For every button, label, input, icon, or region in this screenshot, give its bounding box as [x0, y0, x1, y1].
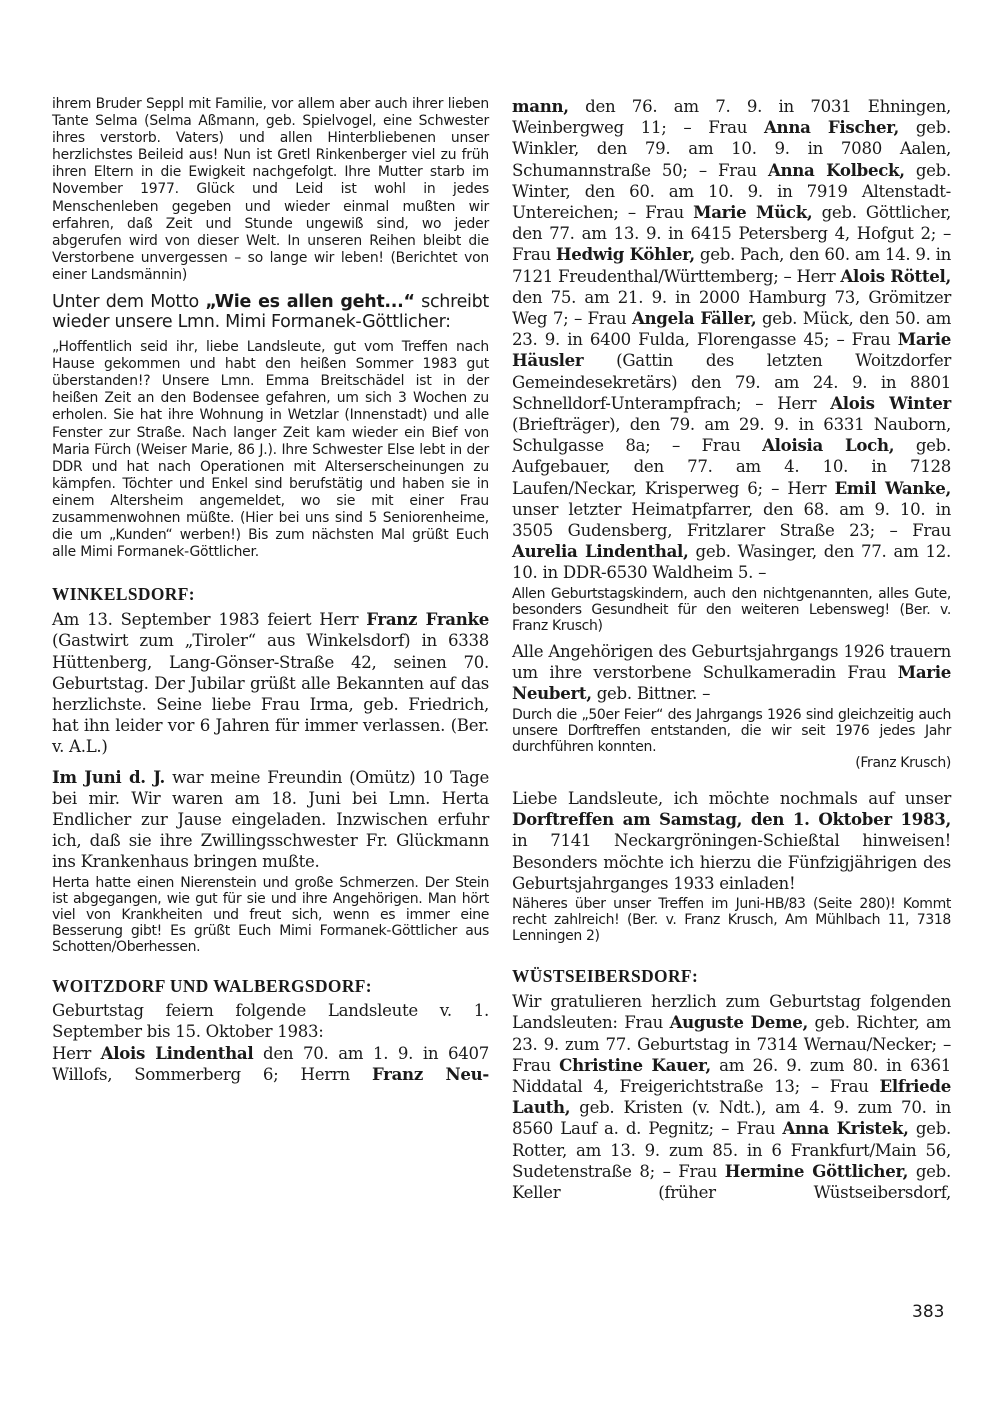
w2-rest: war meine Freundin (Omütz) 10 Tage bei mir. Wir waren am 18. Juni bei Lmn. Herta Endlicher zur Jause eingeladen. Inzwischen erfuhr ich, daß sie ihre Zwillingsschwester Fr. Glückmann ins Krankenhaus bringen mußte. — [52, 767, 489, 872]
wo2-b: den 70. am 1. 9. in 6407 Willofs, Sommerberg 6; Herrn — [52, 1043, 489, 1084]
woitzdorf-intro: Geburtstag feiern folgende Landsleute v. 1. September bis 15. Oktober 1983: — [52, 1001, 489, 1042]
wu-b: geb. Richter, am 23. 9. zum 77. Geburtstag in 7314 Wernau/Necker; – Frau — [512, 1013, 951, 1075]
treffen-a: Liebe Landsleute, ich möchte nochmals auf unser — [512, 788, 951, 808]
wu-e: geb. Rotter, am 13. 9. zum 85. in 6 Frankfurt/Main 56, Sudetenstraße 8; – Frau — [512, 1119, 951, 1181]
treffen-b: in 7141 Neckargröningen-Schießtal hinweisen! Besonders möchte ich hierzu die Fünfzigjährigen des Geburtsjahrganges 1933 einladen! — [512, 831, 951, 893]
wu-a: Wir gratulieren herzlich zum Geburtstag folgenden Landsleuten: Frau — [512, 992, 951, 1033]
heading-woitzdorf: WOITZDORF UND WALBERGSDORF: — [52, 976, 372, 997]
motto-paragraph — [52, 292, 489, 332]
woitzdorf-list-start — [52, 1043, 489, 1085]
n2: Anna Fischer, — [763, 117, 899, 138]
n9: Alois Winter — [830, 392, 951, 413]
t2: geb. Winkler, den 79. am 10. 9. in 7080 Aalen, Schumannstraße 50; – Frau — [512, 118, 951, 180]
n4: Marie Mück, — [693, 202, 813, 223]
wu-n5: Hermine Göttlicher, — [724, 1160, 909, 1181]
right-column — [512, 96, 951, 1203]
treffen-bold: Dorftreffen am Samstag, den 1. Oktober 1983, — [512, 809, 951, 830]
heading-wuestseibersdorf: WÜSTSEIBERSDORF: — [512, 966, 699, 987]
birthday-wishes: Allen Geburtstagskindern, auch den nichtgenannten, alles Gute, besonders Gesundheit für den weiteren Lebensweg! (Ber. v. Franz Krusch) — [512, 585, 951, 634]
mourn-b: geb. Bittner. – — [591, 684, 711, 704]
t7: geb. Mück, den 50. am 23. 9. in 6400 Fulda, Florengasse 45; – Frau — [512, 309, 952, 350]
wu-n4: Anna Kristek, — [782, 1118, 909, 1139]
w1-text-b: (Gastwirt zum „Tiroler“ aus Winkelsdorf) in 6338 Hüttenberg, Lang-Gönser-Straße 42, seinen 70. Geburtstag. Der Jubilar grüßt alle Bekannten auf das herzlichste. Seine liebe Frau Irma, geb. Friedrich, hat ihn leider vor 6 Jahren für immer verlassen. (Ber. v. A.L.) — [52, 631, 489, 757]
t3: geb. Winter, den 60. am 10. 9. in 7919 Altenstadt-Untereichen; – Frau — [512, 160, 951, 223]
t9: (Briefträger), den 79. am 29. 9. in 6331 Nauborn, Schulgasse 8a; – Frau — [512, 415, 951, 456]
wo2-name1: Alois Lindenthal — [100, 1042, 254, 1063]
naeheres-paragraph: Näheres über unser Treffen im Juni-HB/83 (Seite 280)! Kommt recht zahlreich! (Ber. v. Franz Krusch, Am Mühlbach 11, 7318 Lenningen 2) — [512, 895, 951, 945]
n1: mann, — [512, 96, 569, 116]
t6: den 75. am 21. 9. in 2000 Hamburg 73, Grömitzer Weg 7; – Frau — [512, 287, 951, 329]
n3: Anna Kolbeck, — [767, 159, 905, 180]
wu-n2: Christine Kauer, — [559, 1054, 711, 1075]
t1: den 76. am 7. 9. in 7031 Ehningen, Weinbergweg 11; – Frau — [512, 97, 951, 138]
obituary-continuation: ihrem Bruder Seppl mit Familie, vor allem aber auch ihrer lieben Tante Selma (Selma Aßmann, geb. Spielvogel, eine Schwester ihres verstorb. Vaters) und allen Hinterbliebenen unser herzlichstes Beileid aus! Nun ist Gretl Rinkenberger viel zu früh ihren Eltern in die Ewigkeit nachgefolgt. Ihre Mutter starb im November 1977. Glück und Leid ist wohl in jedes Menschenleben gegeben und wieder einmal mußten wir erfahren, daß Zeit und Stunde ungewiß sind, wo jeder abgerufen wird von dieser Welt. In unseren Reihen bleibt die Verstorbene unvergessen – so lange wir leben! (Berichtet von einer Landsmännin) — [52, 96, 489, 283]
t8: (Gattin des letzten Woitzdorfer Gemeindesekretärs) den 79. am 24. 9. in 8801 Schnelldorf-Unterampfrach; – Herr — [512, 351, 951, 413]
wo2-name2: Franz Neu- — [371, 1063, 489, 1084]
t12: geb. Wasinger, den 77. am 12. 10. in DDR-6530 Waldheim 5. – — [512, 542, 952, 583]
winkelsdorf-birthday — [52, 609, 489, 757]
n10: Aloisia Loch, — [762, 435, 895, 456]
winkelsdorf-herta: Herta hatte einen Nierenstein und große Schmerzen. Der Stein ist abgegangen, wie gut für sie und ihre Angehörigen. Man hört viel von Krankheiten und freut sich, wenn es immer eine Besserung gibt! Es grüßt Euch Mimi Formanek-Göttlicher aus Schotten/Oberhessen. — [52, 874, 489, 956]
motto-intro: Unter dem Motto — [52, 292, 206, 313]
dorftreffen-paragraph — [512, 788, 951, 894]
n5: Hedwig Köhler, — [555, 244, 695, 265]
n7: Angela Fäller, — [631, 308, 757, 329]
n12: Aurelia Lindenthal, — [512, 541, 689, 562]
mourn-name: Marie Neubert, — [512, 662, 951, 704]
t4: geb. Göttlicher, den 77. am 13. 9. in 6415 Petersberg 4, Hofgut 2; – Frau — [512, 203, 951, 265]
t5: geb. Pach, den 60. am 14. 9. in 7121 Freudenthal/Württemberg; – Herr — [512, 245, 951, 286]
t10: geb. Aufgebauer, den 77. am 4. 10. in 7128 Laufen/Neckar, Krisperweg 6; – Herr — [512, 436, 951, 498]
w2-bold: Im Juni d. J. — [52, 766, 166, 787]
wu-n3: Elfriede Lauth, — [512, 1076, 951, 1118]
motto-rest: schreibt wieder unsere Lmn. Mimi Formanek-Göttlicher: — [52, 292, 489, 333]
w1-text-a: Am 13. September 1983 feiert Herr — [52, 610, 367, 630]
left-column — [52, 96, 489, 1085]
wu-c: am 26. 9. zum 80. in 6361 Niddatal 4, Freigerichtstraße 13; – Frau — [512, 1055, 951, 1097]
winkelsdorf-june-visit — [52, 767, 489, 873]
page-number: 383 — [912, 1302, 945, 1322]
letter-paragraph: „Hoffentlich seid ihr, liebe Landsleute, gut vom Treffen nach Hause gekommen und habt den heißen Sommer 1983 gut überstanden!? Unsere Lmn. Emma Breitschädel ist in der heißen Zeit an den Bodensee gefahren, um sich 3 Wochen zu erholen. Sie hat ihre Wohnung in Wetzlar (Innenstadt) und alle Fenster zur Straße. Nach langer Zeit kam wieder ein Bief von Maria Fürch (Weiser Marie, 86 J.). Ihre Schwester Else lebt in der DDR und hat nach Operationen mit Alterserscheinungen zu kämpfen. Töchter und Enkel sind berufstätig und haben sie in einem Altersheim angemeldet, wo sie mit einer Frau zusammenwohnen müßte. (Hier bei uns sind 5 Seniorenheime, die um „Kunden“ werben!) Bis zum nächsten Mal grüßt Euch alle Mimi Formanek-Göttlicher. — [52, 339, 489, 561]
t11: unser letzter Heimatpfarrer, den 68. am 9. 10. in 3505 Gudensberg, Fritzlarer Straße 23; – Frau — [512, 499, 951, 541]
feier-paragraph: Durch die „50er Feier“ des Jahrgangs 1926 sind gleichzeitig auch unsere Dorftreffen entstanden, die wir seit 1976 jedes Jahr durchführen konnten. — [512, 706, 951, 755]
n6: Alois Röttel, — [840, 265, 952, 286]
woitzdorf-birthday-list — [512, 96, 951, 584]
mourning-notice — [512, 641, 951, 705]
wu-f: geb. Keller (früher Wüstseibersdorf, — [512, 1161, 951, 1203]
wu-d: geb. Kristen (v. Ndt.), am 4. 9. zum 70. in 8560 Lauf a. d. Pegnitz; – Frau — [512, 1098, 951, 1139]
mourn-a: Alle Angehörigen des Geburtsjahrgangs 1926 trauern um ihre verstorbene Schulkameradin Frau — [512, 641, 951, 683]
heading-winkelsdorf: WINKELSDORF: — [52, 584, 195, 605]
n8: Marie Häusler — [512, 329, 951, 371]
wu-n1: Auguste Deme, — [669, 1012, 809, 1033]
w1-name: Franz Franke — [366, 609, 489, 630]
motto-title: „Wie es allen geht...“ — [205, 292, 415, 313]
wuestseibersdorf-birthdays — [512, 991, 951, 1203]
feier-signature: (Franz Krusch) — [855, 754, 951, 771]
wo2-a: Herr — [52, 1043, 101, 1063]
n11: Emil Wanke, — [834, 477, 951, 498]
